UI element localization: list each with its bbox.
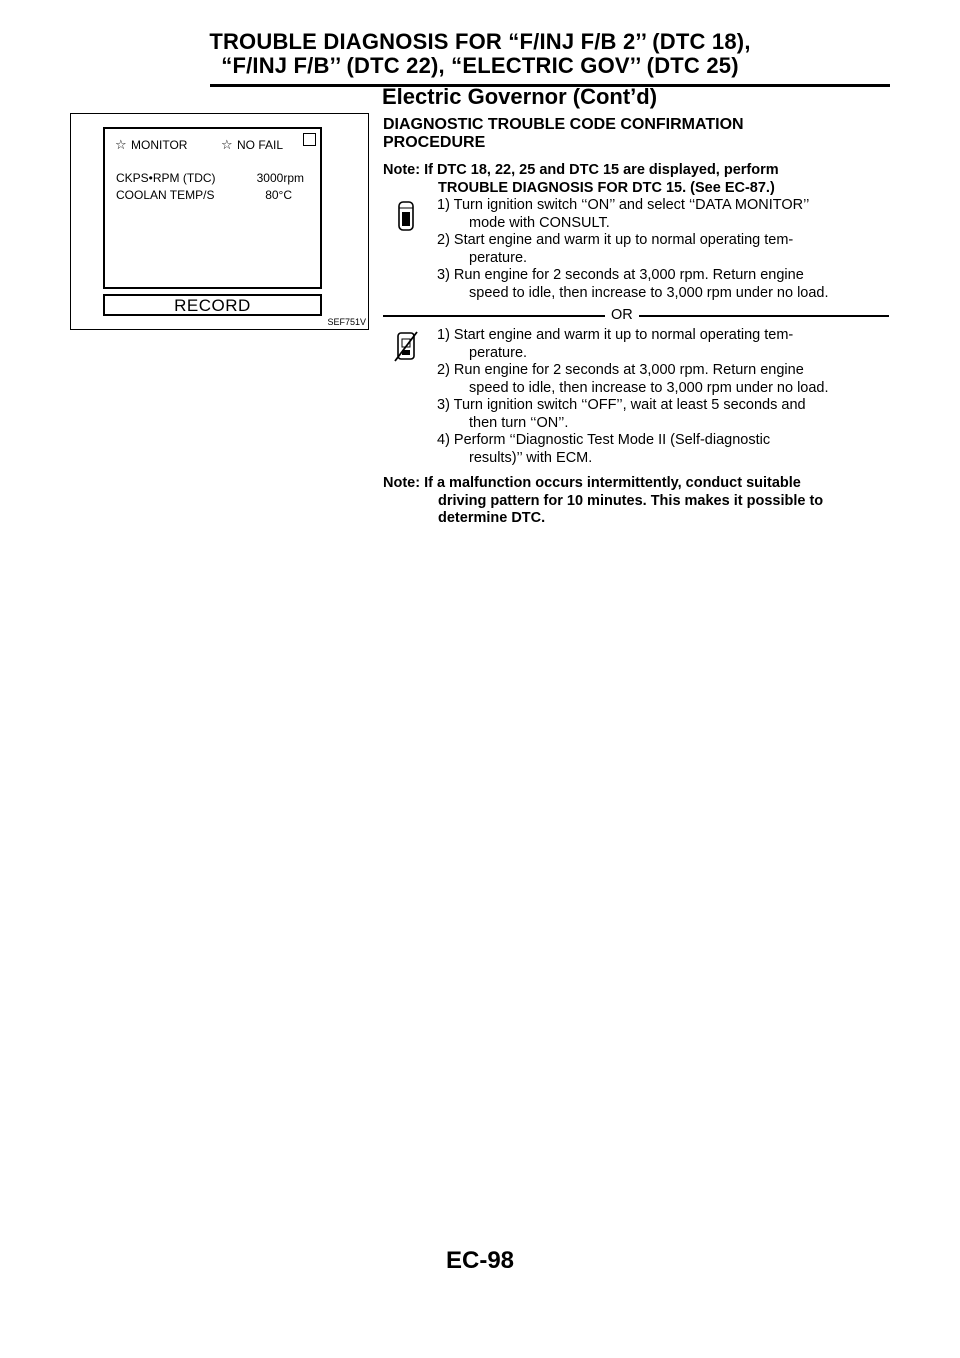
- step-continuation: mode with CONSULT.: [469, 214, 610, 231]
- or-separator: [383, 307, 889, 325]
- consult-screen-figure: [70, 113, 369, 330]
- separator-line-left: [383, 315, 605, 317]
- row-label: COOLAN TEMP/S: [116, 188, 215, 202]
- square-icon: [303, 133, 316, 146]
- record-button: RECORD: [103, 294, 322, 316]
- list-item: [437, 327, 889, 362]
- star-icon: ☆: [115, 137, 127, 152]
- step-text: 1) Turn ignition switch ‘‘ON’’ and select ‘‘DATA MONITOR’’: [437, 197, 810, 213]
- list-item: [437, 362, 889, 397]
- note-lead: Note: If DTC 18, 22, 25 and DTC 15 are displayed, perform: [383, 162, 779, 178]
- consult-steps: [437, 197, 889, 302]
- step-continuation: speed to idle, then increase to 3,000 rpm under no load.: [469, 379, 829, 396]
- list-item: [437, 397, 889, 432]
- step-text: 2) Run engine for 2 seconds at 3,000 rpm. Return engine: [437, 362, 804, 378]
- no-tools-icon: [393, 330, 419, 364]
- note-intermittent: [383, 475, 889, 528]
- note-continuation: determine DTC.: [438, 510, 546, 526]
- step-continuation: speed to idle, then increase to 3,000 rpm under no load.: [469, 284, 829, 301]
- step-continuation: then turn ‘‘ON’’.: [469, 414, 569, 431]
- list-item: [437, 197, 889, 232]
- section-title: [383, 116, 883, 152]
- page-number: EC-98: [445, 1247, 515, 1274]
- note-dtc15: [383, 162, 889, 197]
- note-continuation: TROUBLE DIAGNOSIS FOR DTC 15. (See EC-87.): [438, 179, 775, 196]
- note-lead: Note: If a malfunction occurs intermittently, conduct suitable: [383, 475, 801, 491]
- or-label: OR: [611, 307, 633, 323]
- step-continuation: perature.: [469, 344, 528, 361]
- step-continuation: results)’’ with ECM.: [469, 449, 593, 466]
- star-icon: ☆: [221, 137, 233, 152]
- step-text: 4) Perform ‘‘Diagnostic Test Mode II (Self-diagnostic: [437, 432, 771, 448]
- page-header: [0, 30, 960, 78]
- monitor-row: [116, 171, 304, 185]
- step-continuation: perature.: [469, 249, 528, 266]
- consult-screen: [103, 127, 322, 289]
- list-item: [437, 432, 889, 467]
- no-fail-label: NO FAIL: [237, 138, 284, 152]
- separator-line-right: [639, 315, 889, 317]
- step-text: 3) Turn ignition switch ‘‘OFF’’, wait at least 5 seconds and: [437, 397, 806, 413]
- step-text: 1) Start engine and warm it up to normal operating tem-: [437, 327, 794, 343]
- row-value: 80°C: [265, 188, 292, 202]
- note-continuation: driving pattern for 10 minutes. This makes it possible to: [438, 492, 824, 509]
- section-title-line1: DIAGNOSTIC TROUBLE CODE CONFIRMATION: [383, 116, 744, 133]
- header-title-line2: “F/INJ F/B’’ (DTC 22), “ELECTRIC GOV’’ (DTC 25): [221, 53, 739, 78]
- monitor-label: MONITOR: [131, 138, 188, 152]
- row-value: 3000rpm: [256, 171, 304, 185]
- page-subtitle: Electric Governor (Cont’d): [382, 84, 658, 109]
- row-label: CKPS•RPM (TDC): [116, 171, 216, 185]
- step-text: 3) Run engine for 2 seconds at 3,000 rpm. Return engine: [437, 267, 804, 283]
- step-text: 2) Start engine and warm it up to normal operating tem-: [437, 232, 794, 248]
- header-title-line1: TROUBLE DIAGNOSIS FOR “F/INJ F/B 2’’ (DTC 18),: [209, 29, 751, 54]
- section-title-line2: PROCEDURE: [383, 134, 486, 151]
- figure-code: SEF751V: [327, 317, 366, 327]
- monitor-row: [116, 188, 292, 202]
- list-item: [437, 232, 889, 267]
- consult-tester-icon: [393, 200, 419, 234]
- ecm-steps: [437, 327, 889, 467]
- list-item: [437, 267, 889, 302]
